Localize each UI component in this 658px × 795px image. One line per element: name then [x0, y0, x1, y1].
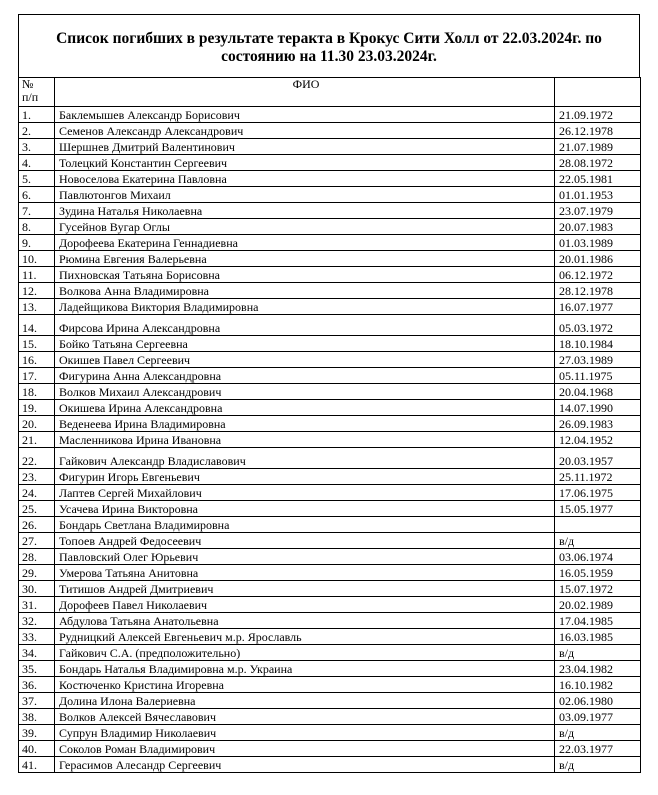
- row-date: 16.07.1977: [555, 299, 641, 315]
- row-date: 15.07.1972: [555, 581, 641, 597]
- row-date: 15.05.1977: [555, 501, 641, 517]
- row-number: 1.: [19, 107, 55, 123]
- table-row: [19, 139, 641, 155]
- row-name: Герасимов Алесандр Сергеевич: [55, 757, 555, 773]
- table-row: [19, 469, 641, 485]
- table-row: [19, 155, 641, 171]
- row-number: 9.: [19, 235, 55, 251]
- table-row: [19, 203, 641, 219]
- table-row: [19, 485, 641, 501]
- row-date: 16.03.1985: [555, 629, 641, 645]
- table-row: [19, 757, 641, 773]
- row-name: Волков Алексей Вячеславович: [55, 709, 555, 725]
- header-date: [555, 78, 641, 107]
- row-date: 23.04.1982: [555, 661, 641, 677]
- table-row: [19, 448, 641, 469]
- row-date: 17.04.1985: [555, 613, 641, 629]
- table-row: [19, 501, 641, 517]
- row-name: Фирсова Ирина Александровна: [55, 315, 555, 336]
- row-date: в/д: [555, 645, 641, 661]
- row-date: 01.01.1953: [555, 187, 641, 203]
- table-row: [19, 235, 641, 251]
- row-number: 23.: [19, 469, 55, 485]
- table-row: [19, 336, 641, 352]
- row-date: 20.01.1986: [555, 251, 641, 267]
- row-name: Дорофеев Павел Николаевич: [55, 597, 555, 613]
- row-name: Баклемышев Александр Борисович: [55, 107, 555, 123]
- row-date: в/д: [555, 725, 641, 741]
- row-date: 22.05.1981: [555, 171, 641, 187]
- row-name: Волков Михаил Александрович: [55, 384, 555, 400]
- row-number: 39.: [19, 725, 55, 741]
- row-number: 24.: [19, 485, 55, 501]
- row-number: 8.: [19, 219, 55, 235]
- row-number: 31.: [19, 597, 55, 613]
- row-number: 30.: [19, 581, 55, 597]
- table-body: [19, 107, 641, 773]
- document-title: Список погибших в результате теракта в Крокус Сити Холл от 22.03.2024г. по состоянию на 11.30 23.03.2024г.: [56, 30, 602, 65]
- row-date: 20.03.1957: [555, 448, 641, 469]
- row-number: 20.: [19, 416, 55, 432]
- row-name: Толецкий Константин Сергеевич: [55, 155, 555, 171]
- table-row: [19, 251, 641, 267]
- victims-table: [18, 77, 641, 773]
- row-date: 17.06.1975: [555, 485, 641, 501]
- row-date: в/д: [555, 533, 641, 549]
- row-number: 32.: [19, 613, 55, 629]
- row-number: 13.: [19, 299, 55, 315]
- row-date: 03.06.1974: [555, 549, 641, 565]
- row-number: 11.: [19, 267, 55, 283]
- row-number: 21.: [19, 432, 55, 448]
- row-number: 6.: [19, 187, 55, 203]
- row-name: Бондарь Светлана Владимировна: [55, 517, 555, 533]
- row-date: 20.07.1983: [555, 219, 641, 235]
- table-row: [19, 693, 641, 709]
- table-row: [19, 533, 641, 549]
- row-number: 37.: [19, 693, 55, 709]
- row-date: 14.07.1990: [555, 400, 641, 416]
- row-date: 28.12.1978: [555, 283, 641, 299]
- table-row: [19, 123, 641, 139]
- title-box: [18, 14, 640, 77]
- row-name: Гайкович Александр Владиславович: [55, 448, 555, 469]
- row-name: Окишева Ирина Александровна: [55, 400, 555, 416]
- row-date: 27.03.1989: [555, 352, 641, 368]
- row-number: 7.: [19, 203, 55, 219]
- table-row: [19, 352, 641, 368]
- row-number: 14.: [19, 315, 55, 336]
- row-number: 34.: [19, 645, 55, 661]
- header-name: ФИО: [55, 78, 555, 107]
- row-date: 21.07.1989: [555, 139, 641, 155]
- table-row: [19, 368, 641, 384]
- table-header-row: [19, 78, 641, 107]
- row-date: 26.09.1983: [555, 416, 641, 432]
- row-name: Пихновская Татьяна Борисовна: [55, 267, 555, 283]
- table-row: [19, 384, 641, 400]
- row-number: 2.: [19, 123, 55, 139]
- table-row: [19, 283, 641, 299]
- row-name: Шершнев Дмитрий Валентинович: [55, 139, 555, 155]
- row-number: 25.: [19, 501, 55, 517]
- row-date: 25.11.1972: [555, 469, 641, 485]
- row-name: Гусейнов Вугар Оглы: [55, 219, 555, 235]
- row-number: 36.: [19, 677, 55, 693]
- row-date: 03.09.1977: [555, 709, 641, 725]
- header-number: [19, 78, 55, 107]
- header-number-line2: п/п: [22, 90, 39, 104]
- table-row: [19, 219, 641, 235]
- table-row: [19, 629, 641, 645]
- header-number-line1: №: [22, 77, 34, 91]
- table-row: [19, 107, 641, 123]
- row-name: Павловский Олег Юрьевич: [55, 549, 555, 565]
- row-name: Лаптев Сергей Михайлович: [55, 485, 555, 501]
- row-name: Долина Илона Валериевна: [55, 693, 555, 709]
- row-date: 20.02.1989: [555, 597, 641, 613]
- row-name: Соколов Роман Владимирович: [55, 741, 555, 757]
- row-name: Усачева Ирина Викторовна: [55, 501, 555, 517]
- row-date: 21.09.1972: [555, 107, 641, 123]
- row-name: Абдулова Татьяна Анатольевна: [55, 613, 555, 629]
- table-row: [19, 187, 641, 203]
- table-row: [19, 400, 641, 416]
- row-name: Павлютонгов Михаил: [55, 187, 555, 203]
- row-name: Масленникова Ирина Ивановна: [55, 432, 555, 448]
- table-row: [19, 549, 641, 565]
- table-row: [19, 661, 641, 677]
- table-row: [19, 299, 641, 315]
- table-row: [19, 416, 641, 432]
- table-row: [19, 741, 641, 757]
- row-number: 22.: [19, 448, 55, 469]
- row-date: 26.12.1978: [555, 123, 641, 139]
- row-name: Новоселова Екатерина Павловна: [55, 171, 555, 187]
- row-name: Дорофеева Екатерина Геннадиевна: [55, 235, 555, 251]
- row-date: [555, 517, 641, 533]
- row-number: 28.: [19, 549, 55, 565]
- row-date: 01.03.1989: [555, 235, 641, 251]
- row-number: 35.: [19, 661, 55, 677]
- row-number: 12.: [19, 283, 55, 299]
- table-row: [19, 267, 641, 283]
- row-name: Окишев Павел Сергеевич: [55, 352, 555, 368]
- table-row: [19, 709, 641, 725]
- row-name: Зудина Наталья Николаевна: [55, 203, 555, 219]
- row-number: 26.: [19, 517, 55, 533]
- table-row: [19, 645, 641, 661]
- table-row: [19, 432, 641, 448]
- row-name: Рудницкий Алексей Евгеньевич м.р. Ярославль: [55, 629, 555, 645]
- row-name: Костюченко Кристина Игоревна: [55, 677, 555, 693]
- row-name: Умерова Татьяна Анитовна: [55, 565, 555, 581]
- row-name: Фигурин Игорь Евгеньевич: [55, 469, 555, 485]
- row-date: 06.12.1972: [555, 267, 641, 283]
- row-number: 4.: [19, 155, 55, 171]
- row-name: Фигурина Анна Александровна: [55, 368, 555, 384]
- table-row: [19, 597, 641, 613]
- row-date: в/д: [555, 757, 641, 773]
- table-row: [19, 315, 641, 336]
- row-number: 17.: [19, 368, 55, 384]
- row-name: Бондарь Наталья Владимировна м.р. Украина: [55, 661, 555, 677]
- table-row: [19, 613, 641, 629]
- row-number: 27.: [19, 533, 55, 549]
- row-name: Волкова Анна Владимировна: [55, 283, 555, 299]
- document-sheet: [18, 14, 640, 773]
- row-number: 33.: [19, 629, 55, 645]
- row-number: 10.: [19, 251, 55, 267]
- row-number: 38.: [19, 709, 55, 725]
- row-name: Рюмина Евгения Валерьевна: [55, 251, 555, 267]
- row-date: 05.11.1975: [555, 368, 641, 384]
- table-row: [19, 581, 641, 597]
- row-date: 16.05.1959: [555, 565, 641, 581]
- row-name: Гайкович С.А. (предположительно): [55, 645, 555, 661]
- row-name: Супрун Владимир Николаевич: [55, 725, 555, 741]
- row-date: 18.10.1984: [555, 336, 641, 352]
- row-number: 29.: [19, 565, 55, 581]
- table-row: [19, 517, 641, 533]
- row-number: 16.: [19, 352, 55, 368]
- row-name: Семенов Александр Александрович: [55, 123, 555, 139]
- row-number: 40.: [19, 741, 55, 757]
- row-number: 15.: [19, 336, 55, 352]
- row-date: 22.03.1977: [555, 741, 641, 757]
- table-row: [19, 171, 641, 187]
- row-date: 16.10.1982: [555, 677, 641, 693]
- row-date: 02.06.1980: [555, 693, 641, 709]
- row-name: Бойко Татьяна Сергеевна: [55, 336, 555, 352]
- table-row: [19, 565, 641, 581]
- row-number: 18.: [19, 384, 55, 400]
- row-number: 5.: [19, 171, 55, 187]
- row-name: Титишов Андрей Дмитриевич: [55, 581, 555, 597]
- row-number: 3.: [19, 139, 55, 155]
- row-date: 12.04.1952: [555, 432, 641, 448]
- row-number: 19.: [19, 400, 55, 416]
- row-date: 28.08.1972: [555, 155, 641, 171]
- row-date: 23.07.1979: [555, 203, 641, 219]
- row-date: 20.04.1968: [555, 384, 641, 400]
- row-name: Веденеева Ирина Владимировна: [55, 416, 555, 432]
- row-date: 05.03.1972: [555, 315, 641, 336]
- row-name: Ладейщикова Виктория Владимировна: [55, 299, 555, 315]
- table-row: [19, 725, 641, 741]
- row-number: 41.: [19, 757, 55, 773]
- table-row: [19, 677, 641, 693]
- row-name: Топоев Андрей Федосеевич: [55, 533, 555, 549]
